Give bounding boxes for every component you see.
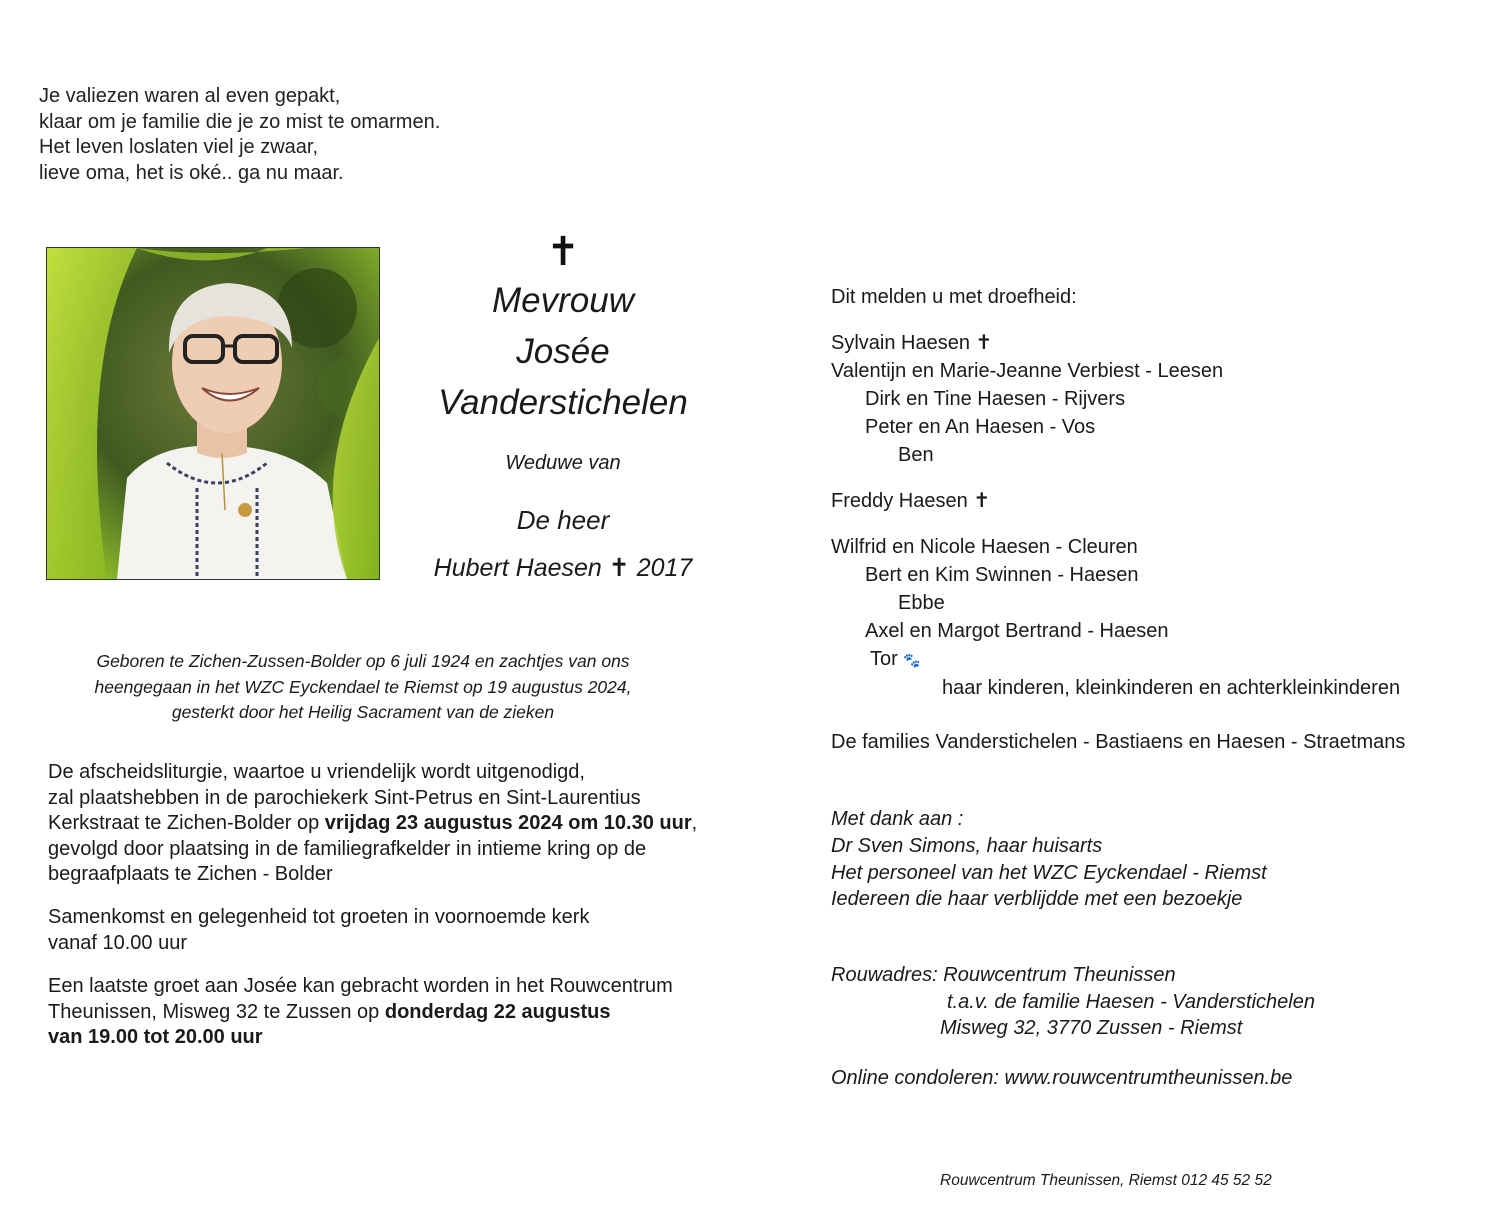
poem-line: klaar om je familie die je zo mist te omarmen.: [39, 110, 441, 133]
families-line: De families Vanderstichelen - Bastiaens en Haesen - Straetmans: [831, 731, 1406, 753]
deceased-title: Mevrouw: [492, 281, 634, 320]
address-section: [831, 962, 1315, 1042]
footer: Rouwcentrum Theunissen, Riemst 012 45 52 52: [940, 1172, 1272, 1189]
thanks-heading: Met dank aan :: [831, 808, 964, 830]
farewell-time: van 19.00 tot 20.00 uur: [48, 1026, 263, 1048]
farewell-line: Een laatste groet aan Josée kan gebracht worden in het Rouwcentrum: [48, 975, 673, 997]
thanks-section: [831, 806, 1267, 911]
family-group-sylvain: [831, 329, 1223, 469]
deceased-first-name: Josée: [516, 332, 610, 371]
family-line: Wilfrid en Nicole Haesen - Cleuren: [831, 536, 1138, 558]
address-line: Misweg 32, 3770 Zussen - Riemst: [940, 1017, 1243, 1039]
family-intro: Dit melden u met droefheid:: [831, 286, 1077, 308]
spouse-name: Hubert Haesen: [433, 554, 602, 582]
thanks-line: Dr Sven Simons, haar huisarts: [831, 835, 1103, 857]
address-line: t.a.v. de familie Haesen - Vanderstichelen: [947, 990, 1315, 1013]
family-line: Ben: [898, 444, 934, 466]
family-line: haar kinderen, kleinkinderen en achterkleinkinderen: [942, 677, 1401, 699]
family-line: Tor 🐾: [870, 648, 921, 670]
spouse-year: 2017: [636, 554, 693, 582]
spouse-line: [410, 553, 716, 583]
family-line: Freddy Haesen ✝: [831, 490, 991, 512]
weduwe-label: Weduwe van: [505, 452, 621, 474]
liturgy-line: zal plaatshebben in de parochiekerk Sint-Petrus en Sint-Laurentius: [48, 786, 641, 809]
gathering-paragraph: [48, 905, 589, 956]
family-group-wilfrid: [831, 533, 1400, 702]
birth-line: heengegaan in het WZC Eyckendael te Riemst op 19 augustus 2024,: [94, 676, 632, 697]
family-line: Bert en Kim Swinnen - Haesen: [865, 564, 1139, 586]
liturgy-line: begraafplaats te Zichen - Bolder: [48, 863, 333, 885]
liturgy-paragraph: [48, 760, 697, 888]
deceased-last-name: Vanderstichelen: [438, 383, 688, 422]
farewell-line: Theunissen, Misweg 32 te Zussen op donderdag 22 augustus: [48, 1000, 611, 1023]
cross-icon: ✝: [546, 230, 580, 274]
paw-icon: 🐾: [903, 652, 921, 668]
farewell-line: [48, 1025, 673, 1051]
thanks-line: Iedereen die haar verblijdde met een bezoekje: [831, 888, 1243, 910]
online-condolence: Online condoleren: www.rouwcentrumtheunissen.be: [831, 1067, 1293, 1089]
cross-icon: ✝: [975, 332, 993, 354]
family-line: Valentijn en Marie-Jeanne Verbiest - Leesen: [831, 360, 1224, 382]
gathering-line: vanaf 10.00 uur: [48, 931, 187, 954]
address-line: Rouwadres: Rouwcentrum Theunissen: [831, 964, 1176, 986]
poem-line: Je valiezen waren al even gepakt,: [39, 85, 341, 107]
liturgy-line: De afscheidsliturgie, waartoe u vriendelijk wordt uitgenodigd,: [48, 761, 585, 783]
portrait-photo: [46, 247, 380, 580]
farewell-paragraph: [48, 974, 673, 1051]
poem-line: lieve oma, het is oké.. ga nu maar.: [39, 161, 344, 184]
family-line: Dirk en Tine Haesen - Rijvers: [865, 388, 1126, 410]
liturgy-line: Kerkstraat te Zichen-Bolder op vrijdag 23 augustus 2024 om 10.30 uur,: [48, 812, 698, 834]
family-line: Ebbe: [898, 592, 945, 614]
liturgy-line: gevolgd door plaatsing in de familiegrafkelder in intieme kring op de: [48, 837, 647, 860]
birth-line: gesterkt door het Heilig Sacrament van de zieken: [171, 702, 555, 722]
birth-line: Geboren te Zichen-Zussen-Bolder op 6 juli 1924 en zachtjes van ons: [96, 651, 630, 671]
liturgy-date: vrijdag 23 augustus 2024 om 10.30 uur: [324, 812, 692, 834]
cross-icon: ✝: [608, 554, 630, 582]
poem-line: Het leven loslaten viel je zwaar,: [39, 136, 319, 158]
family-line: Sylvain Haesen ✝: [831, 332, 993, 354]
poem: [39, 84, 440, 186]
family-line: Peter en An Haesen - Vos: [865, 416, 1096, 438]
gathering-line: Samenkomst en gelegenheid tot groeten in voornoemde kerk: [48, 906, 590, 928]
family-line: Axel en Margot Bertrand - Haesen: [865, 620, 1169, 642]
farewell-date: donderdag 22 augustus: [384, 1000, 611, 1023]
spouse-title: De heer: [516, 505, 610, 535]
cross-icon: ✝: [973, 490, 991, 512]
birth-text: [46, 649, 680, 726]
thanks-line: Het personeel van het WZC Eyckendael - Riemst: [831, 862, 1267, 884]
